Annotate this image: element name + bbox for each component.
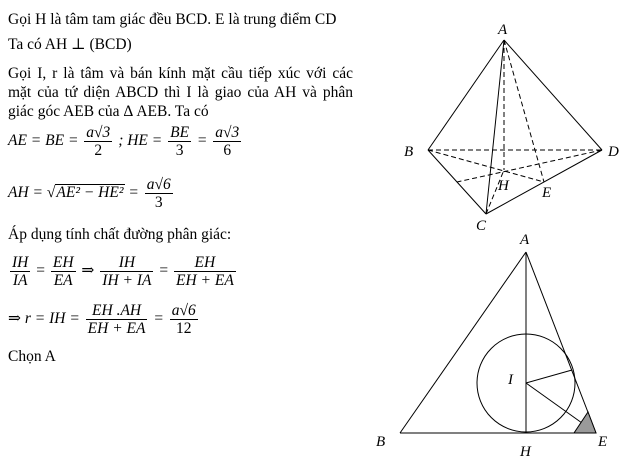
label-E-bottom: E [598,434,608,450]
eq2-radicand: AE² − HE² [56,184,124,202]
sphere-paragraph: Gọi I, r là tâm và bán kính mặt cầu tiếp xúc với các mặt của tứ diện ABCD thì I là giao của AH và phân giác góc AEB của Δ AEB. Ta có [8,65,353,120]
triangle-figure [400,252,596,433]
bisector-line: Áp dụng tính chất đường phân giác: [8,226,232,243]
perpendicular-line: Ta có AH ⊥ (BCD) [8,36,132,53]
eq1-equals: = [196,132,208,150]
eq1-he: ; HE = [118,132,163,150]
label-I: I [508,372,513,388]
label-B-bottom: B [376,434,386,450]
label-A-top: A [498,22,508,38]
eq3-frac1: $\frac{IH}{IA}$ [12,254,29,289]
equation-ah: AH = √AE² − HE² = $\frac{a√6}{3}$ [8,176,171,211]
eq3-frac4: $\frac{EH}{EH + EA}$ [175,254,234,289]
label-C-top: C [476,218,487,234]
answer-line: Chọn A [8,348,56,365]
label-H-bottom: H [520,444,531,460]
eq4-frac2: $\frac{a√6}{12}$ [171,302,196,337]
eq1-frac1: $\frac{a√3}{2}$ [86,124,111,159]
intro-line: Gọi H là tâm tam giác đều BCD. E là trung điểm CD [8,11,337,28]
eq2-lhs: AH = [8,184,43,202]
tetrahedron-figure [428,40,602,214]
eq3-arrow: ⇒ [81,262,95,280]
eq2-frac: $\frac{a√6}{3}$ [146,176,171,211]
eq3-frac3: $\frac{IH}{IH + IA}$ [102,254,152,289]
label-B-top: B [404,144,414,160]
label-D-top: D [608,144,619,160]
eq2-equals: = [128,184,139,202]
eq4-lhs: ⇒ r = IH = [8,310,80,328]
eq1-frac3: $\frac{a√3}{6}$ [215,124,240,159]
eq4-equals: = [153,310,164,328]
eq4-frac1: $\frac{EH .AH}{EH + EA}$ [87,302,146,337]
label-H-top: H [498,178,509,194]
label-A-bottom: A [520,232,530,248]
eq3-frac2: $\frac{EH}{EA}$ [52,254,74,289]
label-E-top: E [542,185,552,201]
eq1-lhs: AE = BE = [8,132,79,150]
equation-ratio: $\frac{IH}{IA}$ = $\frac{EH}{EA}$ ⇒ $\frac{IH}{IH + IA}$ = $\frac{EH}{EH + EA}$ [12,254,234,289]
eq1-frac2: $\frac{BE}{3}$ [170,124,190,159]
